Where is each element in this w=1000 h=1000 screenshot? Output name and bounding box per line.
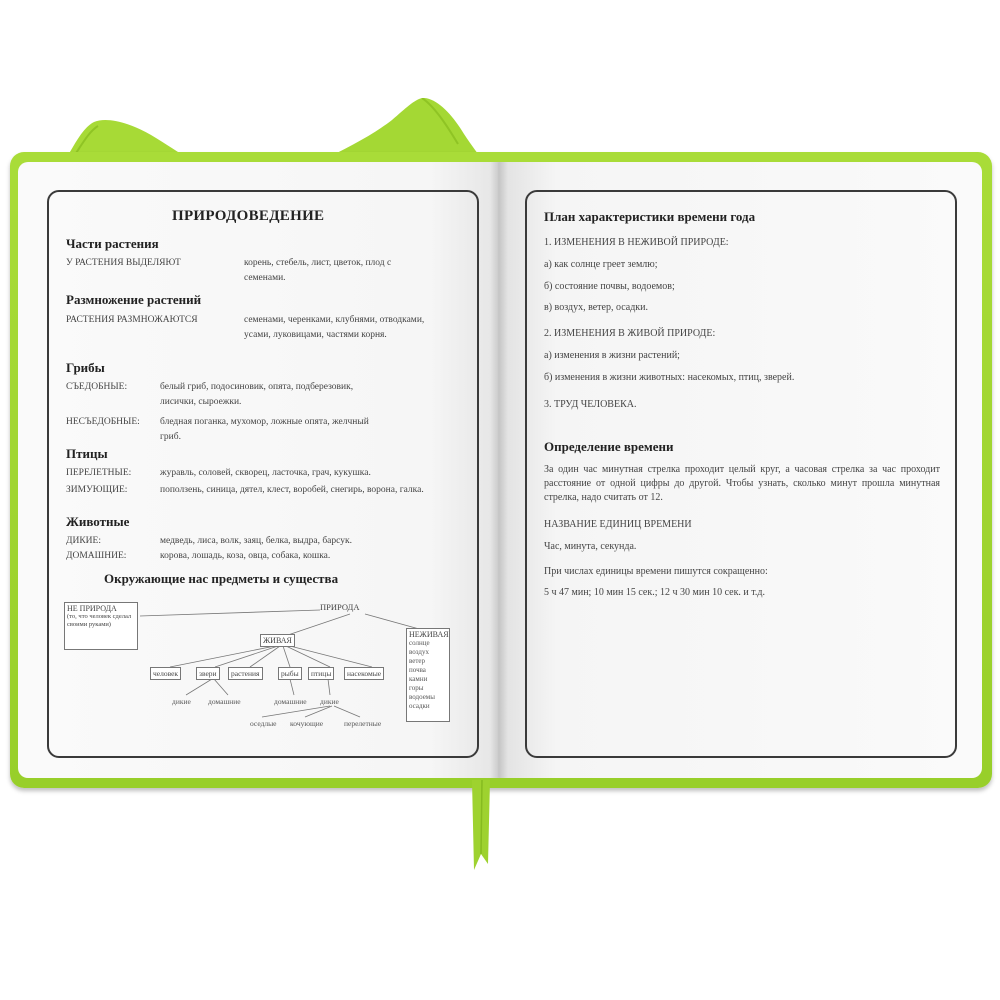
diagram-title: Окружающие нас предметы и существа [104,571,339,586]
section-heading: Грибы [66,360,105,375]
living-box: ЖИВАЯ [260,634,295,647]
row-text: журавль, соловей, скворец, ласточка, грач, кукушка. [160,468,371,478]
nonliving-item: осадки [409,702,430,710]
plan-item: б) изменения в жизни животных: насекомых, птиц, зверей. [544,372,795,383]
not-nature-note: (то, что человек сделал своими руками) [67,613,132,628]
nonliving-item: водоемы [409,693,435,701]
row-label: ПЕРЕЛЕТНЫЕ: [66,468,132,478]
plan-item: а) как солнце греет землю; [544,259,658,270]
row-text: медведь, лиса, волк, заяц, белка, выдра, барсук. [160,536,352,546]
living-item: растения [228,667,263,680]
units-heading: НАЗВАНИЕ ЕДИНИЦ ВРЕМЕНИ [544,519,692,530]
row-label: У РАСТЕНИЯ ВЫДЕЛЯЮТ [66,258,181,268]
nonliving-item: воздух [409,648,429,656]
nonliving-box [406,628,450,722]
nonliving-item: почва [409,666,426,674]
row-text: семенами, черенками, клубнями, отводками, усами, луковицами, частями корня. [244,315,425,340]
domestic-label: домашние [208,697,241,706]
living-item: рыбы [278,667,302,680]
page-title: ПРИРОДОВЕДЕНИЕ [172,208,325,224]
domestic-birds-label: домашние [274,697,307,706]
plan-item: 1. ИЗМЕНЕНИЯ В НЕЖИВОЙ ПРИРОДЕ: [544,237,729,248]
not-nature-label: НЕ ПРИРОДА [67,604,117,613]
time-title: Определение времени [544,439,674,454]
row-label: ЗИМУЮЩИЕ: [66,485,128,495]
plan-item: 3. ТРУД ЧЕЛОВЕКА. [544,399,637,410]
wild-label: дикие [172,697,191,706]
living-item: человек [150,667,181,680]
section-heading: Животные [66,514,130,529]
nonliving-item: камни [409,675,428,683]
nonliving-item: солнце [409,639,430,647]
plan-title: План характеристики времени года [544,209,756,224]
nomadic-label: кочующие [290,719,324,728]
row-text: корень, стебель, лист, цветок, плод с семенами. [244,258,392,283]
plan-item: б) состояние почвы, водоемов; [544,281,675,292]
row-label: РАСТЕНИЯ РАЗМНОЖАЮТСЯ [66,315,198,325]
row-label: ДИКИЕ: [66,536,101,546]
row-text: корова, лошадь, коза, овца, собака, кошка. [160,551,331,561]
plan-item: а) изменения в жизни растений; [544,350,680,361]
row-text: белый гриб, подосиновик, опята, подберезовик, лисички, сыроежки. [160,382,354,407]
row-label: НЕСЪЕДОБНЫЕ: [66,417,140,427]
migratory-label: перелетные [344,719,382,728]
row-text: поползень, синица, дятел, клест, воробей, снегирь, ворона, галка. [160,485,424,495]
nonliving-item: горы [409,684,424,692]
not-nature-box [64,602,138,650]
living-item: насекомые [344,667,384,680]
time-text: За один час минутная стрелка проходит целый круг, а часовая стрелка за час проходит расстояние от одной цифры до другой. Чтобы узнать, сколько минут прошла минутная стрелка, надо считать от 12. [544,464,940,503]
nature-label: ПРИРОДА [320,602,360,612]
nonliving-item: ветер [409,657,426,665]
section-heading: Размножение растений [66,292,202,307]
wild-birds-label: дикие [320,697,339,706]
plan-item: 2. ИЗМЕНЕНИЯ В ЖИВОЙ ПРИРОДЕ: [544,328,716,339]
living-item: звери [196,667,220,680]
units-text: Час, минута, секунда. [544,541,637,552]
plan-item: в) воздух, ветер, осадки. [544,302,649,313]
spine-shadow [490,162,508,778]
row-label: ДОМАШНИЕ: [66,551,127,561]
nonliving-label: НЕЖИВАЯ [409,630,449,639]
bookmark-ribbon [470,780,492,870]
settled-label: оседлые [250,719,277,728]
row-label: СЪЕДОБНЫЕ: [66,382,128,392]
living-item: птицы [308,667,334,680]
row-text: бледная поганка, мухомор, ложные опята, желчный гриб. [160,417,369,442]
section-heading: Части растения [66,236,159,251]
abbr-text: При числах единицы времени пишутся сокращенно: [544,566,768,577]
section-heading: Птицы [66,446,108,461]
abbr-example: 5 ч 47 мин; 10 мин 15 сек.; 12 ч 30 мин 10 сек. и т.д. [544,587,765,598]
